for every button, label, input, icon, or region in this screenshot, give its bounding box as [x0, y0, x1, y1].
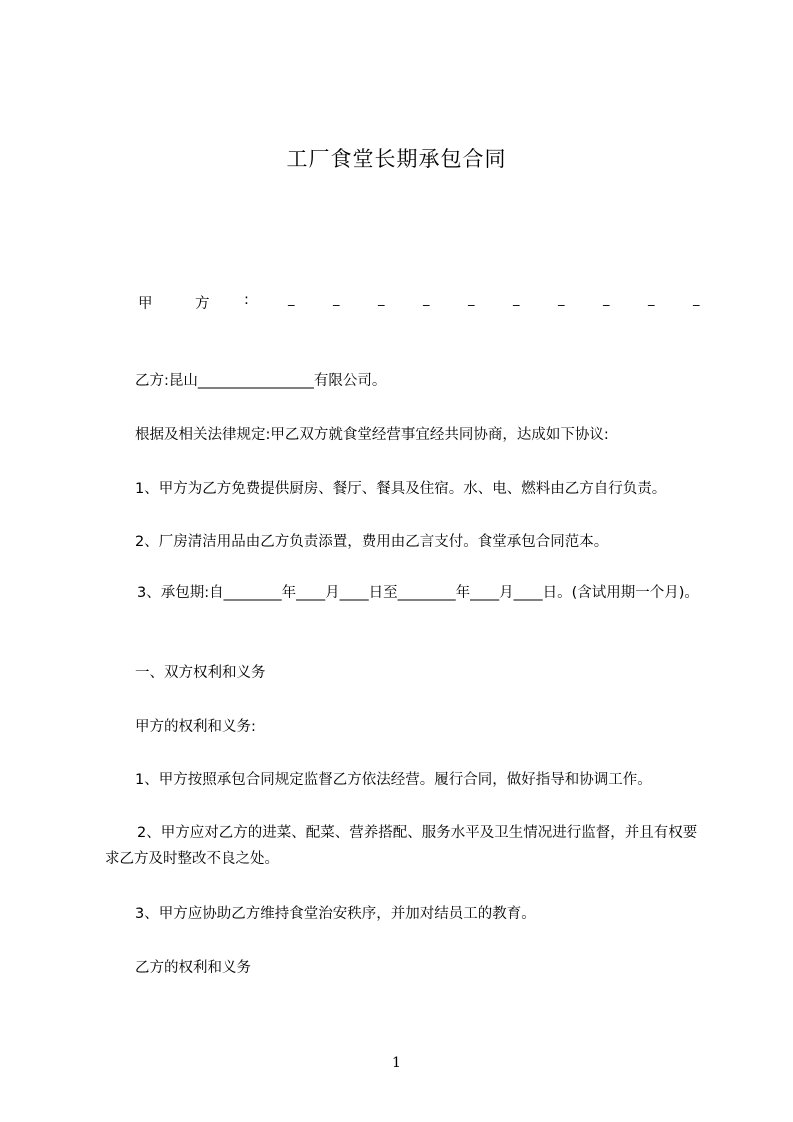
party-a-right-2-block [105, 820, 710, 872]
clause-3: 3、承包期:自________年____月____日至________年____月____日。(含试用期一个月)。 [137, 585, 699, 601]
party-a-right-3: 3、甲方应协助乙方维持食堂治安秩序，并加对结员工的教育。 [135, 906, 536, 922]
party-a-right-2: 2、甲方应对乙方的进菜、配菜、营养搭配、服务水平及卫生情况进行监督，并且有权要求乙方及时整改不良之处。 [105, 825, 698, 867]
party-a-rights-heading: 甲方的权利和义务: [135, 719, 256, 735]
party-a-char-1: 甲 [138, 296, 153, 312]
clause-1: 1、甲方为乙方免费提供厨房、餐厅、餐具及住宿。水、电、燃料由乙方自行负责。 [135, 481, 667, 497]
blank-mark: _ [423, 292, 430, 307]
blank-mark: _ [468, 292, 475, 307]
clause-2: 2、厂房清洁用品由乙方负责添置，费用由乙言支付。食堂承包合同范本。 [135, 534, 609, 550]
blank-mark: _ [693, 292, 700, 307]
document-title: 工厂食堂长期承包合同 [286, 147, 507, 171]
intro-paragraph: 根据及相关法律规定:甲乙双方就食堂经营事宜经共同协商，达成如下协议: [135, 427, 609, 443]
page-number: 1 [392, 1055, 401, 1071]
party-a-line [138, 292, 708, 314]
blank-mark: _ [378, 292, 385, 307]
party-a-char-2: 方 [195, 296, 210, 312]
blank-mark: _ [288, 292, 295, 307]
blank-mark: _ [333, 292, 340, 307]
blank-mark: _ [603, 292, 610, 307]
party-b-rights-heading: 乙方的权利和义务 [135, 960, 251, 976]
section-heading: 一、双方权利和义务 [135, 665, 266, 681]
blank-mark: _ [648, 292, 655, 307]
blank-mark: _ [558, 292, 565, 307]
blank-mark: _ [513, 292, 520, 307]
party-a-colon: : [244, 292, 249, 308]
party-b-line: 乙方:昆山________________有限公司。 [135, 373, 387, 389]
party-a-right-1: 1、甲方按照承包合同规定监督乙方依法经营。履行合同，做好指导和协调工作。 [135, 772, 652, 788]
clause-3-block [105, 580, 710, 606]
